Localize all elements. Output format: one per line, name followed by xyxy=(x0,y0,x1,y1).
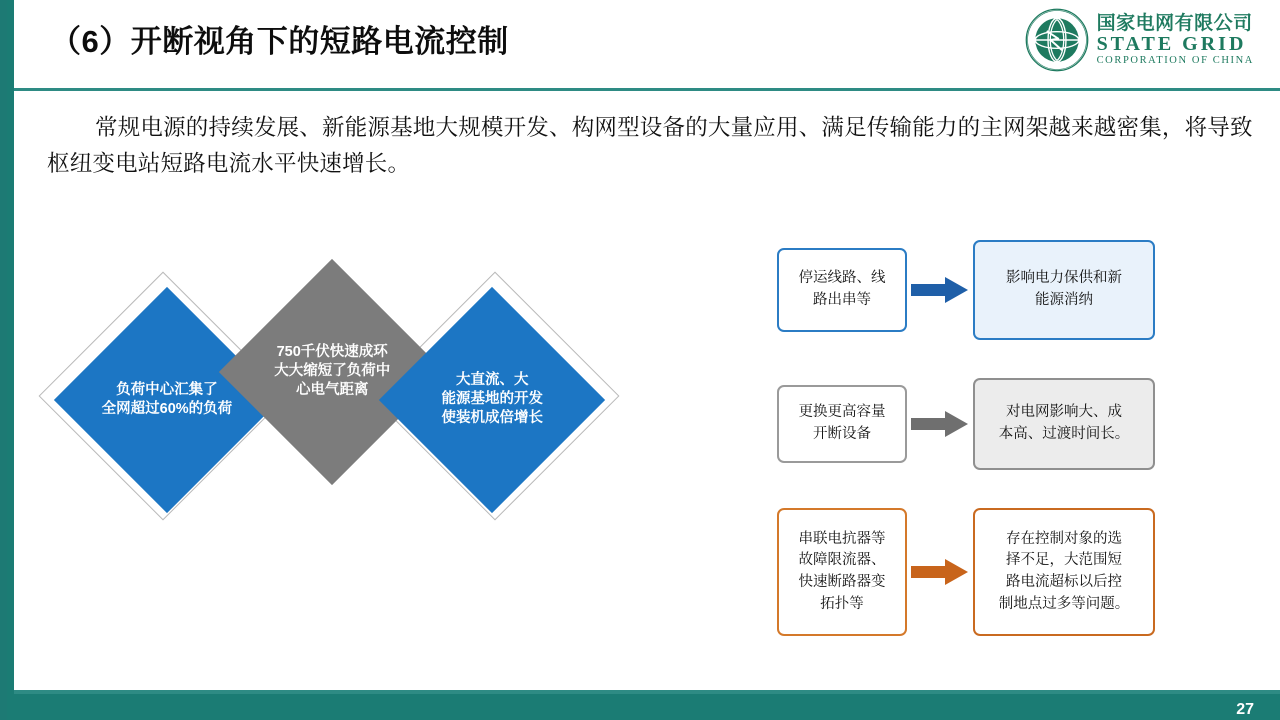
diamond-3-line-1: 大直流、大 xyxy=(455,372,529,389)
diamond-1-line-1: 负荷中心汇集了 xyxy=(116,381,218,398)
diamond-dc-and-energy-base xyxy=(379,287,605,513)
flow-3-target-line-2: 择不足，大范围短 xyxy=(1006,552,1122,569)
state-grid-logo xyxy=(1025,8,1254,72)
flow-2-arrow-icon xyxy=(907,409,973,439)
flow-2-source-line-2: 开断设备 xyxy=(813,426,871,442)
logo-company-subtitle-en: CORPORATION OF CHINA xyxy=(1096,54,1254,66)
flow-3-source-line-3: 快速断路器变 xyxy=(798,574,886,590)
flow-3-target-line-3: 路电流超标以后控 xyxy=(1006,574,1122,590)
flow-diagram xyxy=(777,240,1197,674)
flow-1-source-line-2: 路出串等 xyxy=(813,292,871,308)
diamond-1-line-2: 全网超过60%的负荷 xyxy=(101,401,233,417)
flow-2-target-line-2: 本高、过渡时间长。 xyxy=(998,426,1130,442)
flow-1-target-box xyxy=(973,240,1155,340)
flow-row-outage xyxy=(777,240,1197,340)
page-number: 27 xyxy=(1236,701,1254,718)
flow-3-source-box xyxy=(777,508,907,636)
state-grid-globe-icon xyxy=(1025,8,1089,72)
flow-3-source-line-4: 拓扑等 xyxy=(820,595,864,612)
slide-header xyxy=(14,0,1280,88)
flow-2-source-line-1: 更换更高容量 xyxy=(798,404,886,421)
flow-1-target-line-1: 影响电力保供和新 xyxy=(1006,270,1122,287)
flow-2-source-box xyxy=(777,385,907,463)
flow-3-source-line-2: 故障限流器、 xyxy=(798,552,886,569)
slide-left-accent-bar xyxy=(7,0,14,720)
diamond-2-line-3: 心电气距离 xyxy=(295,382,369,399)
logo-company-name-en: STATE GRID xyxy=(1096,32,1247,55)
diamond-2-line-1: 750千伏快速成环 xyxy=(276,344,388,361)
diamond-2-line-2: 大大缩短了负荷中 xyxy=(274,363,390,380)
flow-row-current-limiting xyxy=(777,508,1197,636)
flow-1-arrow-icon xyxy=(907,275,973,305)
flow-2-target-line-1: 对电网影响大、成 xyxy=(1006,404,1122,421)
flow-1-source-line-1: 停运线路、线 xyxy=(798,270,886,287)
diamond-3-line-3: 使装机成倍增长 xyxy=(441,410,543,427)
page-title: （6）开断视角下的短路电流控制 xyxy=(50,24,509,59)
logo-company-name-cn: 国家电网有限公司 xyxy=(1096,13,1253,35)
flow-3-target-box xyxy=(973,508,1155,636)
diamond-chain-diagram xyxy=(67,300,747,500)
flow-1-source-box xyxy=(777,248,907,332)
flow-row-equipment-upgrade xyxy=(777,378,1197,470)
flow-3-target-line-1: 存在控制对象的选 xyxy=(1006,530,1122,547)
flow-2-target-box xyxy=(973,378,1155,470)
flow-3-source-line-1: 串联电抗器等 xyxy=(798,530,886,547)
flow-3-target-line-4: 制地点过多等问题。 xyxy=(998,595,1130,612)
flow-1-target-line-2: 能源消纳 xyxy=(1035,292,1093,308)
header-divider xyxy=(14,88,1280,91)
footer-band xyxy=(7,694,1280,720)
flow-3-arrow-icon xyxy=(907,557,973,587)
body-paragraph: 常规电源的持续发展、新能源基地大规模开发、构网型设备的大量应用、满足传输能力的主网架越来越密集，将导致枢纽变电站短路电流水平快速增长。 xyxy=(47,115,1253,177)
diamond-3-line-2: 能源基地的开发 xyxy=(441,391,543,408)
